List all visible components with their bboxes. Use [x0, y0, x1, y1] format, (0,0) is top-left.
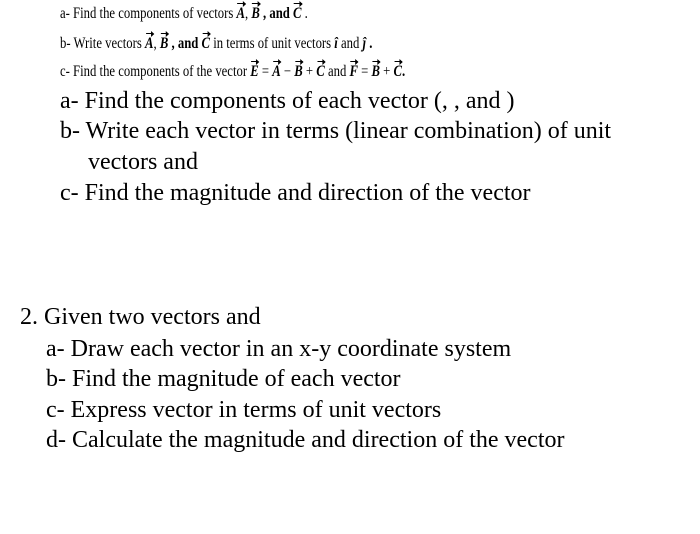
part2-item-c: c- Express vector in terms of unit vectors — [46, 397, 442, 423]
vector-b-symbol: B — [371, 63, 380, 80]
header-a-text: a- Find the components of vectors — [60, 5, 237, 22]
minus-sign: − — [280, 63, 295, 80]
plus-sign: + — [379, 63, 394, 80]
header-b-middle-text: in terms of unit vectors — [210, 35, 335, 52]
vector-c-symbol: C — [293, 5, 302, 22]
vector-a-symbol: A — [236, 5, 245, 22]
separator: , — [244, 5, 252, 22]
unit-vector-i-symbol: î — [334, 35, 338, 52]
unit-vector-j-symbol: ĵ — [362, 35, 367, 52]
separator: , — [153, 35, 160, 52]
vector-b-symbol: B — [251, 5, 260, 22]
period: . — [366, 35, 373, 52]
header-line-c — [60, 64, 405, 80]
plus-sign: + — [302, 63, 317, 80]
separator: , and — [168, 35, 202, 52]
period: . — [301, 5, 308, 22]
equals-sign: = — [357, 63, 372, 80]
part1-item-b-line2: vectors and — [88, 149, 198, 175]
conjunction: and — [337, 35, 363, 52]
header-c-text: c- Find the components of the vector — [60, 63, 251, 80]
vector-e-symbol: E — [250, 63, 259, 80]
vector-a-symbol: A — [145, 35, 154, 52]
period: . — [401, 63, 406, 80]
part2-item-b: b- Find the magnitude of each vector — [46, 366, 401, 392]
conjunction: and — [324, 63, 350, 80]
part2-item-d: d- Calculate the magnitude and direction of the vector — [46, 427, 565, 453]
part2-item-a: a- Draw each vector in an x-y coordinate system — [46, 336, 512, 362]
vector-c-symbol: C — [393, 63, 402, 80]
separator: , and — [259, 5, 294, 22]
part1-item-c: c- Find the magnitude and direction of the vector — [60, 180, 531, 206]
vector-f-symbol: F — [349, 63, 358, 80]
part1-item-b-line1: b- Write each vector in terms (linear combination) of unit — [60, 118, 612, 144]
header-b-text: b- Write vectors — [60, 35, 146, 52]
vector-b-symbol: B — [294, 63, 303, 80]
vector-b-symbol: B — [159, 35, 169, 52]
vector-c-symbol: C — [201, 35, 211, 52]
part2-title: 2. Given two vectors and — [20, 304, 261, 330]
vector-c-symbol: C — [316, 63, 325, 80]
header-line-a — [60, 6, 308, 22]
header-line-b — [60, 36, 372, 52]
vector-a-symbol: A — [272, 63, 281, 80]
part1-item-a: a- Find the components of each vector (, , and ) — [60, 88, 515, 114]
equals-sign: = — [258, 63, 273, 80]
